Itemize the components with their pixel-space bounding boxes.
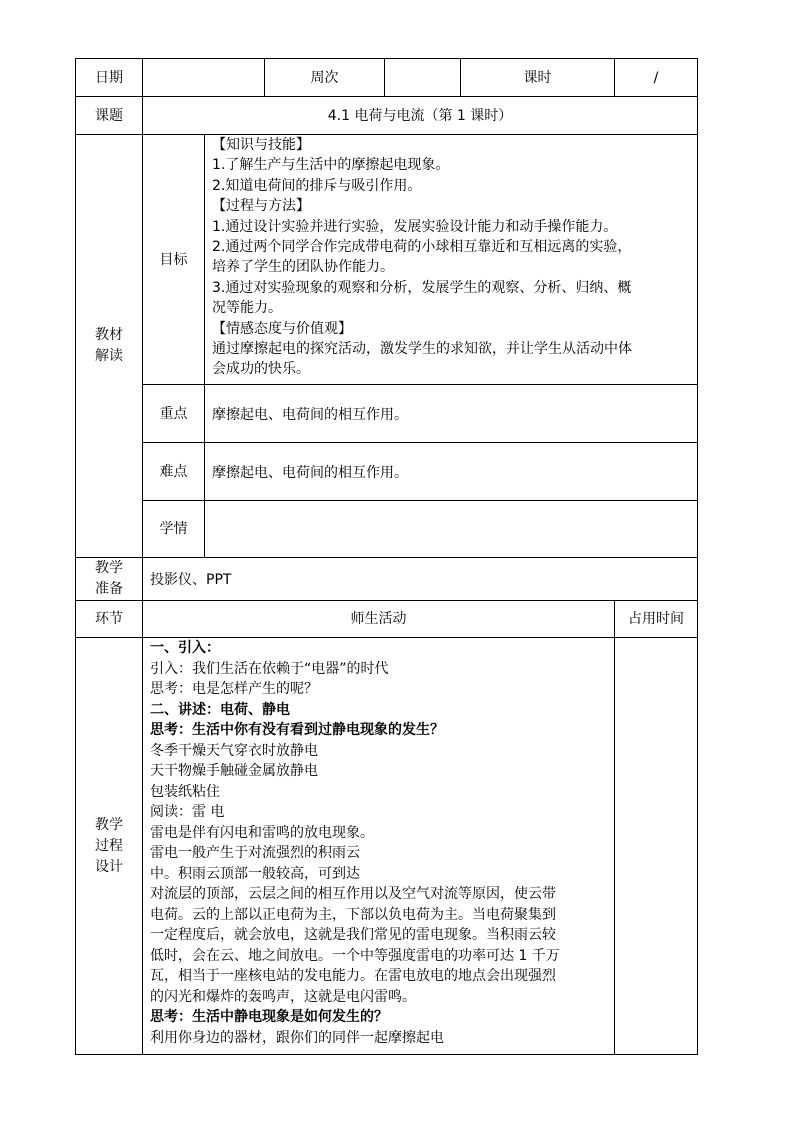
goal-line: 培养了学生的团队协作能力。: [212, 259, 394, 276]
goals-label: 目标: [159, 251, 188, 268]
design-label-line2: 过程: [95, 837, 123, 854]
design-line: 雷电是伴有闪电和雷鸣的放电现象。: [150, 824, 374, 841]
material-label-line1: 教材: [95, 327, 123, 343]
date-value: [143, 59, 264, 96]
topic-title: 4.1 电荷与电流（第 1 课时）: [327, 107, 513, 124]
period-value: /: [653, 69, 659, 86]
key-point-value: 摩擦起电、电荷间的相互作用。: [212, 406, 408, 423]
design-line: 思考：生活中静电现象是如何发生的？: [150, 1009, 388, 1025]
design-line: 瓦，相当于一座核电站的发电能力。在雷电放电的地点会出现强烈: [150, 968, 556, 984]
goal-line: 【情感态度与价值观】: [212, 320, 352, 337]
goal-line: 况等能力。: [212, 300, 282, 317]
difficulty-label: 难点: [159, 463, 188, 480]
prep-label-line1: 教学: [95, 560, 123, 576]
table-border: [697, 58, 698, 1055]
learner-label: 学情: [159, 521, 188, 537]
key-point-label: 重点: [159, 405, 188, 422]
design-line: 对流层的顶部，云层之间的相互作用以及空气对流等原因，使云带: [150, 886, 556, 902]
goal-line: 通过摩擦起电的探究活动，激发学生的求知欲，并让学生从活动中体: [212, 340, 632, 357]
design-line: 中。积雨云顶部一般较高，可到达: [150, 865, 360, 882]
goal-line: 1.了解生产与生活中的摩擦起电现象。: [212, 157, 450, 174]
design-line: 的闪光和爆炸的轰鸣声，这就是电闪雷鸣。: [150, 988, 416, 1005]
prep-label-line2: 准备: [95, 581, 123, 597]
learner-value: [205, 501, 697, 557]
design-line: 电荷。云的上部以正电荷为主，下部以负电荷为主。当电荷聚集到: [150, 906, 556, 923]
table-border: [75, 1054, 698, 1055]
design-line: 一、引入：: [150, 640, 220, 656]
goal-line: 1.通过设计实验并进行实验，发展实验设计能力和动手操作能力。: [212, 218, 618, 235]
goal-line: 【过程与方法】: [212, 198, 310, 215]
activity-header: 师生活动: [350, 611, 407, 627]
goal-line: 会成功的快乐。: [212, 361, 310, 378]
design-line: 思考：生活中你有没有看到过静电现象的发生？: [150, 722, 444, 738]
material-label-line2: 解读: [95, 348, 123, 364]
design-label-line1: 教学: [95, 816, 123, 833]
date-label: 日期: [95, 69, 123, 86]
design-line: 思考：电是怎样产生的呢？: [150, 681, 318, 697]
design-line: 天干物燥手触碰金属放静电: [150, 763, 318, 779]
design-line: 二、讲述：电荷、静电: [150, 701, 290, 718]
goals-content: [205, 135, 697, 384]
goal-line: 2.知道电荷间的排斥与吸引作用。: [212, 177, 422, 194]
design-label-line3: 设计: [95, 858, 123, 875]
goal-line: 【知识与技能】: [212, 137, 310, 153]
prep-label: [76, 558, 142, 600]
time-header: 占用时间: [628, 611, 684, 627]
design-line: 利用你身边的器材，跟你们的同伴一起摩擦起电: [150, 1029, 444, 1046]
design-label: [76, 638, 142, 1054]
design-line: 一定程度后，就会放电，这就是我们常见的雷电现象。当积雨云较: [150, 927, 556, 943]
week-value: [385, 59, 460, 96]
difficulty-value: 摩擦起电、电荷间的相互作用。: [212, 464, 408, 481]
design-line: 阅读：雷 电: [150, 804, 225, 820]
period-label: 课时: [523, 69, 552, 86]
goal-line: 2.通过两个同学合作完成带电荷的小球相互靠近和互相远离的实验，: [212, 238, 632, 255]
design-line: 包装纸粘住: [150, 783, 220, 800]
design-line: 冬季干燥天气穿衣时放静电: [150, 742, 318, 759]
design-line: 引入：我们生活在依赖于“电器”的时代: [150, 660, 389, 677]
design-time: [615, 638, 697, 1054]
design-line: 雷电一般产生于对流强烈的积雨云: [150, 845, 360, 861]
prep-value: 投影仪、PPT: [150, 572, 232, 588]
stage-header: 环节: [95, 611, 123, 627]
topic-label: 课题: [95, 107, 123, 124]
material-label: [76, 135, 142, 557]
design-content: [143, 638, 614, 1054]
design-line: 低时，会在云、地之间放电。一个中等强度雷电的功率可达 1 千万: [150, 947, 560, 964]
goal-line: 3.通过对实验现象的观察和分析，发展学生的观察、分析、归纳、概: [212, 279, 632, 296]
week-label: 周次: [310, 69, 339, 86]
